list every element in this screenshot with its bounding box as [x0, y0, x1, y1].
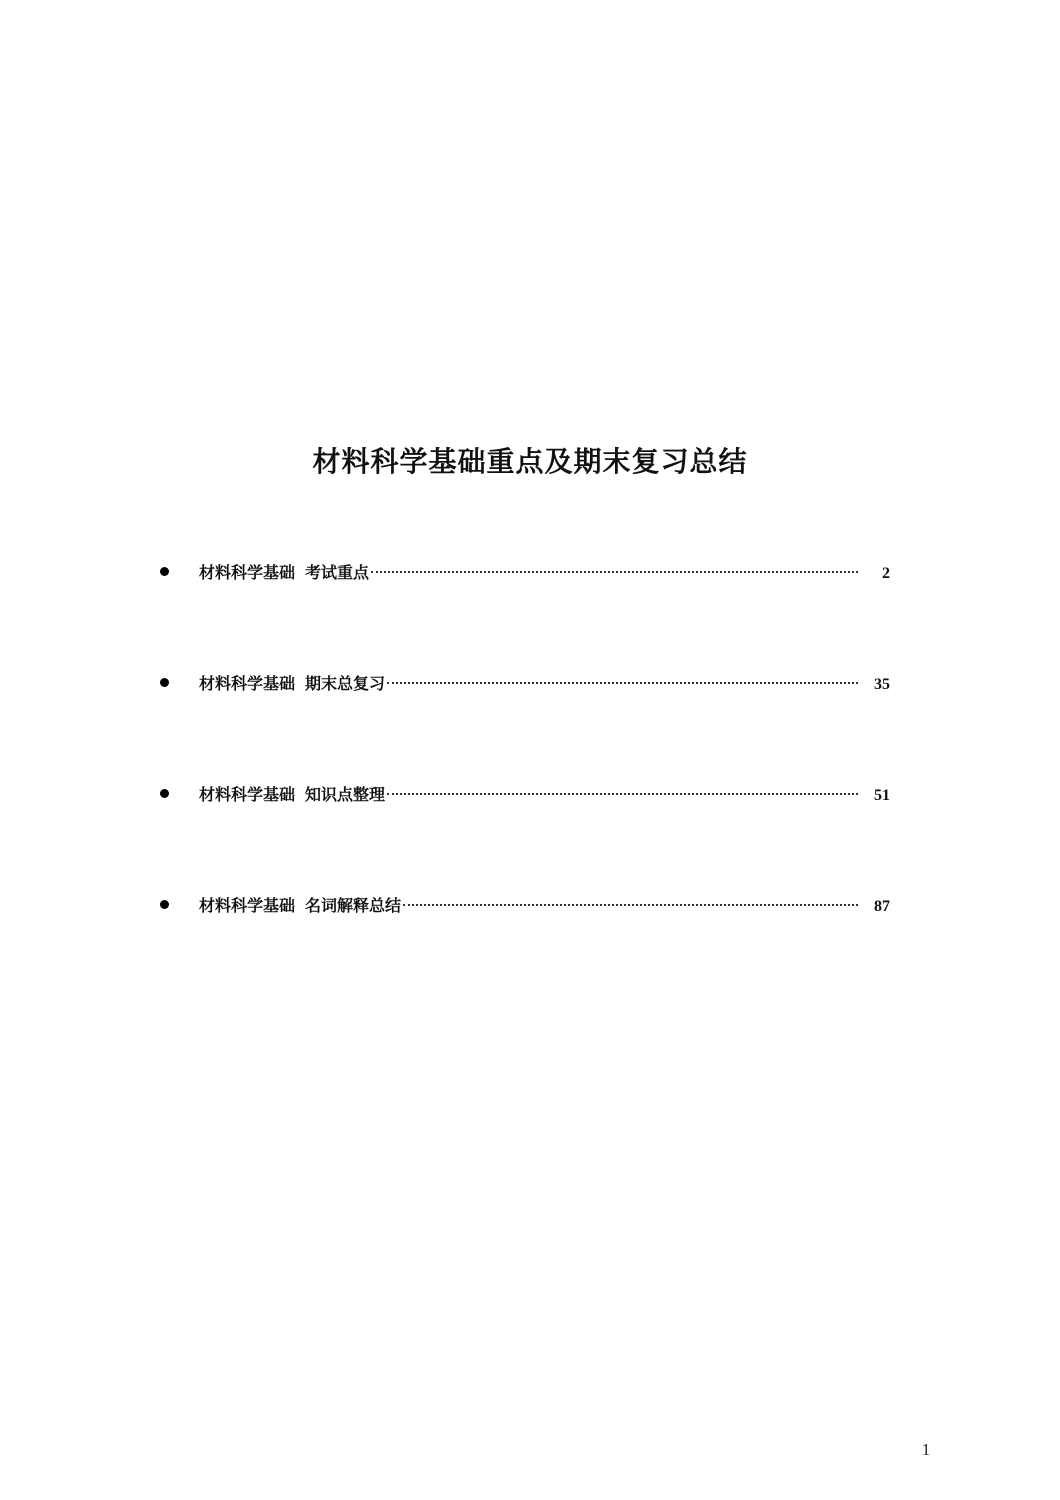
toc-entry-label: 名词解释总结 [305, 896, 402, 915]
toc-entry-label: 知识点整理 [305, 785, 386, 804]
toc-entry-label: 考试重点 [305, 563, 370, 582]
dot-leader [371, 571, 858, 573]
toc-entry-prefix: 材料科学基础 [199, 896, 296, 915]
toc-entry-page: 87 [874, 898, 890, 915]
bullet-icon [160, 678, 169, 687]
page-number: 1 [921, 1440, 931, 1459]
toc-entry-label: 期末总复习 [305, 674, 386, 693]
toc-entry[interactable] [160, 671, 890, 782]
dot-leader [387, 682, 858, 684]
toc-entry[interactable] [160, 782, 890, 893]
table-of-contents [160, 560, 890, 1004]
toc-entry-prefix: 材料科学基础 [199, 563, 296, 582]
document-title: 材料科学基础重点及期末复习总结 [312, 445, 748, 478]
dot-leader [387, 793, 858, 795]
bullet-icon [160, 567, 169, 576]
toc-entry[interactable] [160, 560, 890, 671]
dot-leader [403, 904, 858, 906]
toc-entry-prefix: 材料科学基础 [199, 674, 296, 693]
toc-entry-prefix: 材料科学基础 [199, 785, 296, 804]
toc-entry-page: 35 [874, 676, 890, 693]
toc-entry-page: 2 [882, 565, 890, 582]
toc-entry-page: 51 [874, 787, 890, 804]
bullet-icon [160, 789, 169, 798]
bullet-icon [160, 900, 169, 909]
toc-entry[interactable] [160, 893, 890, 1004]
